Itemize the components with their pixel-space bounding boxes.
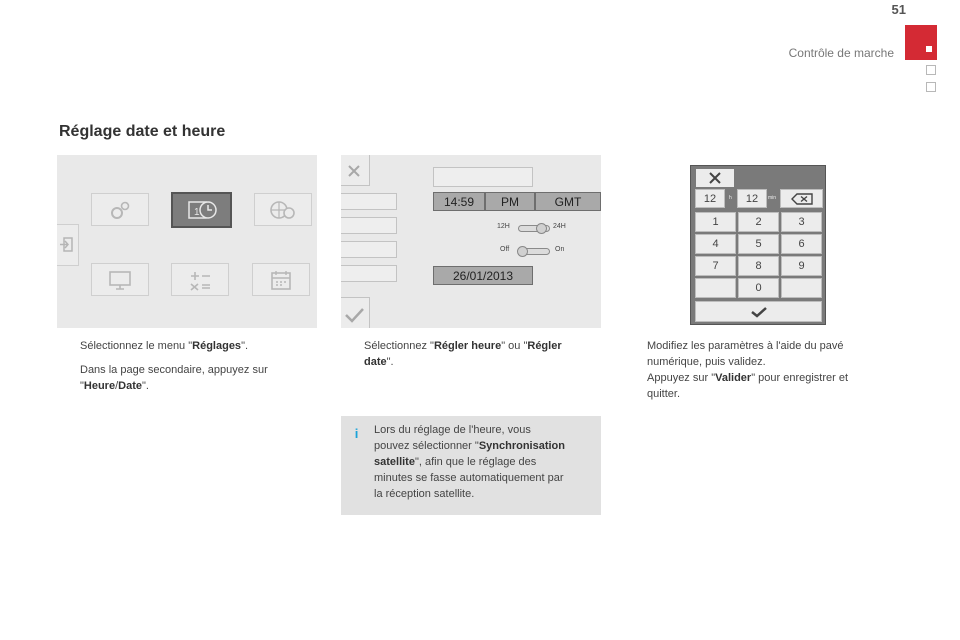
gear-icon (92, 194, 148, 225)
keypad-key-9: 9 (781, 256, 822, 276)
instruction-validate (647, 370, 897, 402)
chapter-marker-empty-1 (926, 65, 936, 75)
keypad-key-8: 8 (738, 256, 779, 276)
emphasis: Régler (527, 340, 562, 352)
validate-tab (341, 297, 370, 328)
keypad-key-2: 2 (738, 212, 779, 232)
date-value: 26/01/2013 (433, 266, 533, 285)
text: la réception satellite. (374, 488, 475, 500)
instruction-secondary-page (80, 362, 316, 394)
text: ". (241, 340, 249, 352)
info-text (374, 422, 596, 502)
format-toggle (518, 225, 550, 232)
time-settings-screenshot (341, 155, 601, 328)
ampm-value: PM (485, 192, 535, 211)
checkmark-icon (341, 298, 369, 328)
monitor-icon (92, 264, 148, 295)
minutes-field: 12 (737, 189, 767, 208)
emphasis: satellite (374, 456, 415, 468)
sync-toggle-knob (517, 246, 528, 257)
hours-unit: h (729, 195, 732, 201)
text: Sélectionnez " (364, 340, 434, 352)
sync-off-label: Off (500, 246, 510, 253)
keypad-key-empty-left (695, 278, 736, 298)
close-tab (341, 155, 370, 186)
hours-field: 12 (695, 189, 725, 208)
chapter-marker-empty-2 (926, 82, 936, 92)
checkmark-icon (750, 306, 768, 318)
emphasis: Régler heure (433, 340, 502, 352)
close-icon (341, 155, 369, 185)
text: quitter. (647, 388, 681, 400)
back-tab (57, 224, 79, 266)
settings-tile-time-date (171, 192, 232, 228)
text: pouvez sélectionner " (374, 440, 479, 452)
page-title: Réglage date et heure (59, 123, 226, 140)
text: Modifiez les paramètres à l'aide du pavé (647, 340, 844, 352)
info-icon: i (354, 426, 359, 441)
menu-field-1 (341, 193, 397, 210)
keypad-key-1: 1 (695, 212, 736, 232)
emphasis: Synchronisation (478, 440, 565, 452)
page-number: 51 (891, 2, 906, 17)
emphasis: Date (118, 380, 142, 392)
menu-field-3 (341, 241, 397, 258)
format-24h-label: 24H (553, 223, 566, 230)
keypad-key-empty-right (781, 278, 822, 298)
text: minutes se fasse automatiquement par (374, 472, 564, 484)
text: Dans la page secondaire, appuyez sur (80, 364, 268, 376)
emphasis: Heure (83, 380, 116, 392)
sync-toggle (518, 248, 550, 255)
instruction-keypad (647, 338, 897, 370)
backspace-icon (790, 193, 814, 205)
instruction-select-menu (80, 338, 316, 354)
text: Sélectionnez le menu " (80, 340, 193, 352)
chapter-tab-marker (926, 46, 932, 52)
keypad-validate-key (695, 301, 822, 322)
instruction-select-time (364, 338, 600, 370)
section-title: Contrôle de marche (788, 46, 894, 60)
title-field (433, 167, 533, 187)
settings-tile-calendar (252, 263, 310, 296)
keypad-key-7: 7 (695, 256, 736, 276)
text: / (115, 380, 119, 392)
timezone-value: GMT (535, 192, 601, 211)
emphasis: Réglages (192, 340, 242, 352)
keypad-key-3: 3 (781, 212, 822, 232)
emphasis: date (364, 356, 387, 368)
text: Lors du réglage de l'heure, vous (374, 424, 531, 436)
keypad-close (696, 169, 734, 187)
text: " pour enregistrer et (751, 372, 849, 384)
exit-icon (57, 225, 77, 265)
text: numérique, puis validez. (647, 356, 766, 368)
menu-field-4 (341, 265, 397, 282)
calculator-icon (172, 264, 228, 295)
globe-icon (255, 194, 311, 225)
keypad-key-4: 4 (695, 234, 736, 254)
text: ". (142, 380, 149, 392)
calendar-clock-icon (173, 194, 230, 226)
menu-field-2 (341, 217, 397, 234)
text: ". (386, 356, 394, 368)
svg-text:1: 1 (193, 207, 200, 218)
format-toggle-knob (536, 223, 547, 234)
settings-menu-screenshot (57, 155, 317, 328)
close-icon (696, 169, 734, 187)
keypad-key-6: 6 (781, 234, 822, 254)
minutes-unit: min (768, 195, 777, 201)
sync-on-label: On (555, 246, 565, 253)
text: " (80, 380, 84, 392)
chapter-tab (905, 25, 937, 60)
keypad-key-5: 5 (738, 234, 779, 254)
backspace-key (780, 189, 823, 208)
time-value: 14:59 (433, 192, 485, 211)
settings-tile-config (91, 193, 149, 226)
format-12h-label: 12H (497, 223, 510, 230)
settings-tile-display (91, 263, 149, 296)
emphasis: Valider (715, 372, 752, 384)
settings-tile-units (171, 263, 229, 296)
text: Appuyez sur " (647, 372, 716, 384)
calendar-icon (253, 264, 309, 295)
settings-tile-network (254, 193, 312, 226)
keypad-key-0: 0 (738, 278, 779, 298)
text: " ou " (501, 340, 528, 352)
text: ", afin que le réglage des (414, 456, 537, 468)
